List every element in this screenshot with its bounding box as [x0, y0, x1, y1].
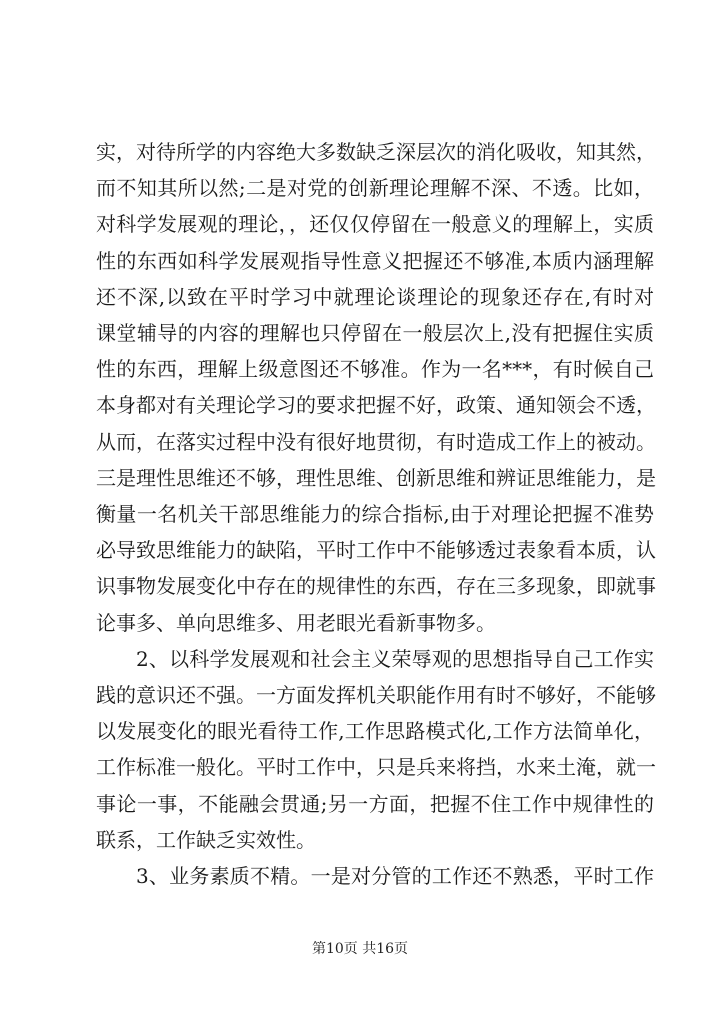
text-line: 以发展变化的眼光看待工作,工作思路模式化,工作方法简单化，: [96, 719, 654, 744]
text-line: 衡量一名机关干部思维能力的综合指标,由于对理论把握不准势: [96, 502, 654, 526]
text-line: 课堂辅导的内容的理解也只停留在一般层次上,没有把握住实质: [96, 321, 654, 345]
text-line: 本身都对有关理论学习的要求把握不好，政策、通知领会不透，: [96, 393, 656, 418]
paragraph-start-line: 2、以科学发展观和社会主义荣辱观的思想指导自己工作实: [136, 646, 654, 671]
text-line: 必导致思维能力的缺陷，平时工作中不能够透过表象看本质，认: [96, 538, 656, 563]
text-line: 三是理性思维还不够，理性思维、创新思维和辨证思维能力，是: [96, 465, 656, 490]
text-line: 论事多、单向思维多、用老眼光看新事物多。: [96, 610, 496, 635]
text-line: 工作标准一般化。平时工作中，只是兵来将挡，水来土淹，就一: [96, 755, 656, 780]
paragraph-start-line: 3、业务素质不精。一是对分管的工作还不熟悉，平时工作: [136, 864, 654, 888]
text-line: 对科学发展观的理论，，还仅仅停留在一般意义的理解上，实质: [96, 212, 654, 237]
text-line: 识事物发展变化中存在的规律性的东西，存在三多现象，即就事: [96, 574, 656, 599]
page-number-footer: 第10页 共16页: [311, 941, 409, 957]
text-line: 联系，工作缺乏实效性。: [96, 827, 316, 852]
text-line: 事论一事，不能融会贯通;另一方面，把握不住工作中规律性的: [96, 791, 654, 816]
text-line: 性的东西如科学发展观指导性意义把握还不够准,本质内涵理解: [96, 248, 654, 273]
text-line: 而不知其所以然;二是对党的创新理论理解不深、不透。比如，: [96, 176, 654, 201]
text-line: 还不深,以致在平时学习中就理论谈理论的现象还存在,有时对: [96, 284, 654, 309]
text-line: 践的意识还不强。一方面发挥机关职能作用有时不够好，不能够: [96, 683, 656, 707]
text-line: 实，对待所学的内容绝大多数缺乏深层次的消化吸收，知其然，: [96, 140, 656, 164]
text-line: 性的东西，理解上级意图还不够准。作为一名***，有时候自己: [96, 357, 654, 382]
text-line: 从而，在落实过程中没有很好地贯彻，有时造成工作上的被动。: [96, 429, 656, 454]
